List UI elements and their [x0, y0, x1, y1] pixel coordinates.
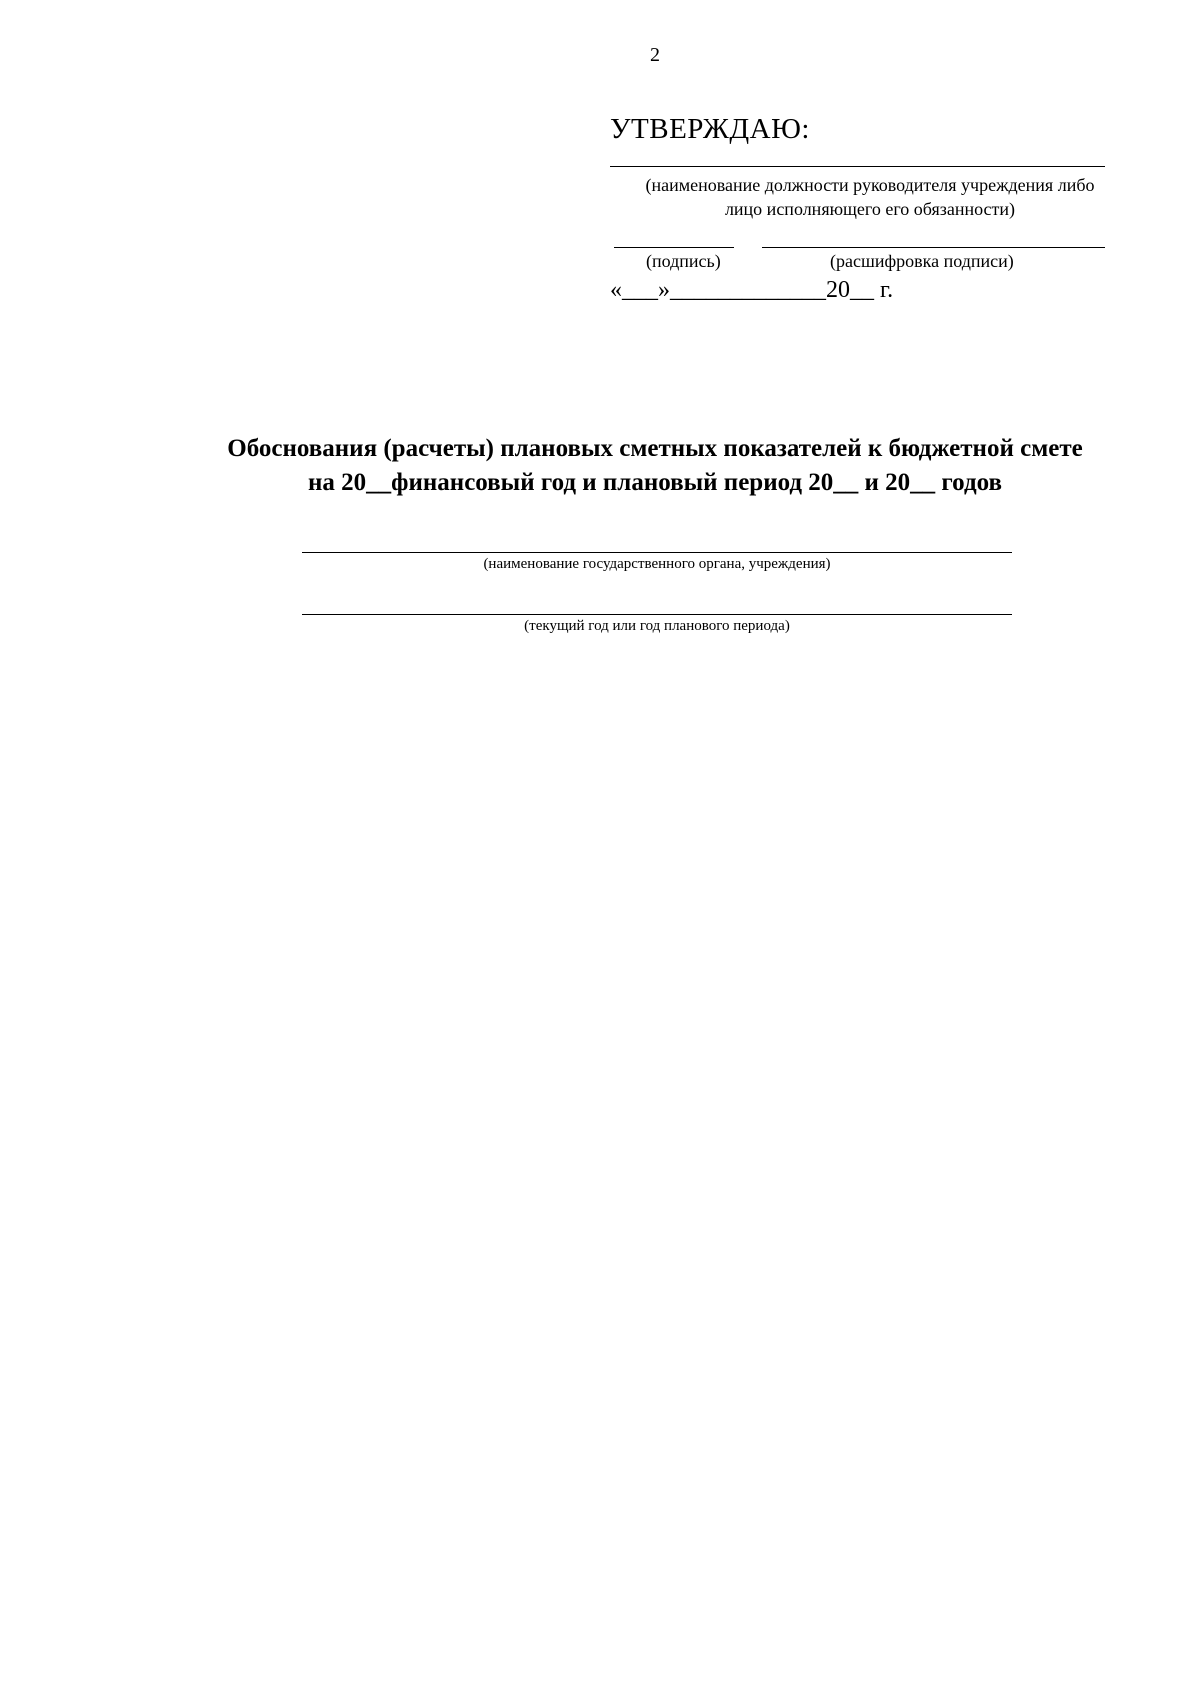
position-line — [610, 166, 1105, 167]
period-line — [302, 614, 1012, 615]
signature-line — [614, 247, 734, 248]
position-caption-line2: лицо исполняющего его обязанности) — [724, 199, 1016, 219]
signature-lines — [610, 235, 1130, 249]
position-caption-line1: (наименование должности руководителя учреждения либо — [645, 175, 1095, 195]
position-caption — [610, 173, 1130, 221]
signature-captions — [610, 249, 1130, 275]
document-title-line1: Обоснования (расчеты) плановых сметных показателей к бюджетной смете — [227, 435, 1083, 462]
signature-caption: (подпись) — [646, 251, 721, 271]
signature-decoding-caption: (расшифровка подписи) — [830, 251, 1014, 271]
organization-field — [302, 552, 1012, 573]
page-number: 2 — [650, 44, 660, 66]
document-title — [150, 432, 1160, 500]
organization-line — [302, 552, 1012, 553]
period-caption: (текущий год или год планового периода) — [524, 618, 790, 634]
document-title-line2: на 20__финансовый год и плановый период 20__ и 20__ годов — [308, 469, 1002, 496]
approval-block — [610, 112, 1130, 304]
approval-date-line: «___»_____________20__ г. — [610, 277, 894, 303]
organization-caption: (наименование государственного органа, учреждения) — [483, 556, 831, 572]
signature-decoding-line — [762, 247, 1105, 248]
period-field — [302, 614, 1012, 635]
approval-title: УТВЕРЖДАЮ: — [610, 113, 810, 145]
